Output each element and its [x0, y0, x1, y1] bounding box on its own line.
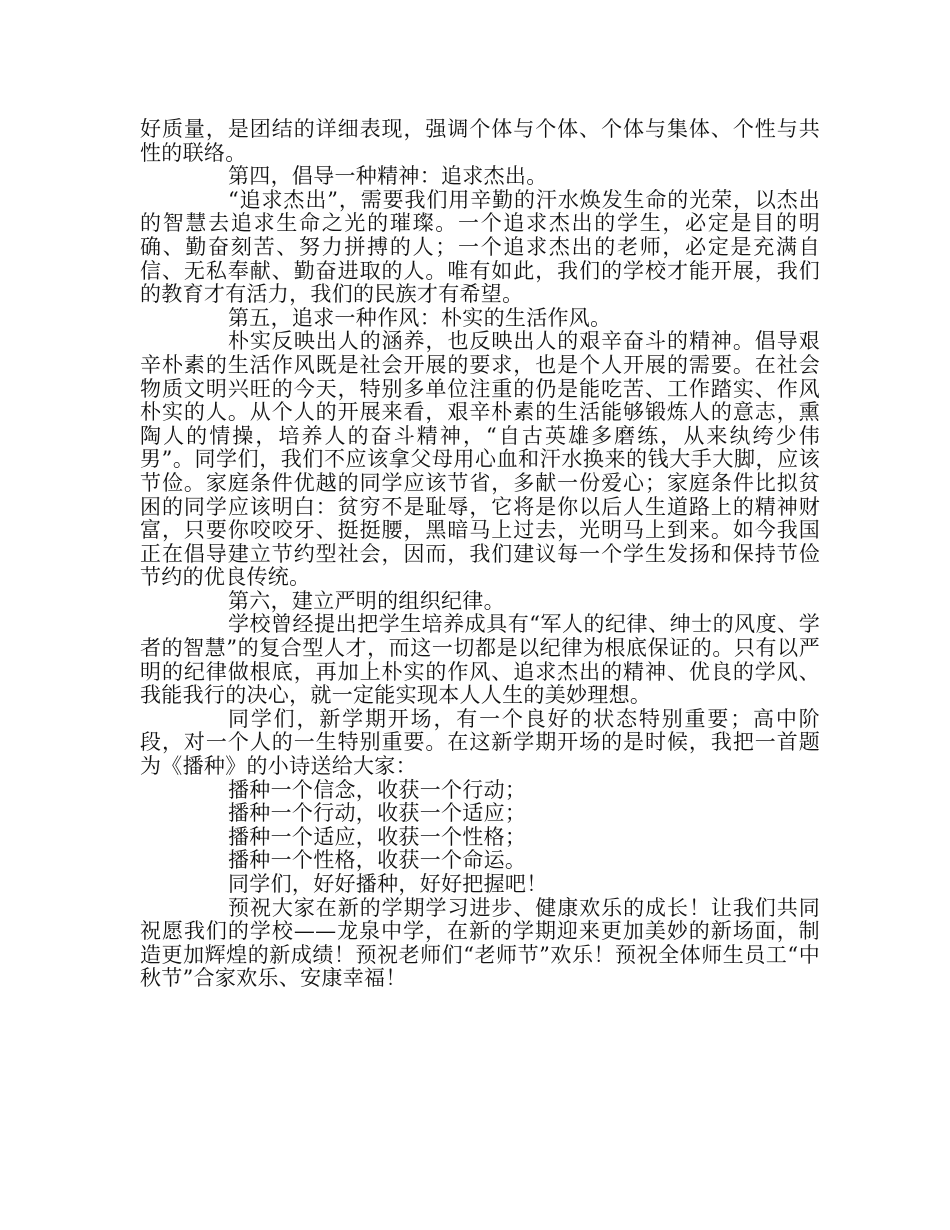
poem-sowing: [140, 779, 820, 873]
heading-sixth-discipline: 第六，建立严明的组织纪律。: [228, 588, 505, 613]
poem-line: 播种一个行动，收获一个适应；: [228, 801, 527, 826]
heading-fifth-style: 第五，追求一种作风：朴实的生活作风。: [228, 305, 612, 330]
paragraph-closing-wishes: 预祝大家在新的学期学习进步、健康欢乐的成长！让我们共同祝愿我们的学校——龙泉中学，在新的学期迎来更加美妙的新场面，制造更加辉煌的新成绩！预祝老师们“老师节”欢乐！预祝全体师生员工“中秋节”合家欢乐、安康幸福！: [140, 895, 820, 991]
paragraph-frugal-living: 朴实反映出人的涵养，也反映出人的艰辛奋斗的精神。倡导艰辛朴素的生活作风既是社会开展的要求，也是个人开展的需要。在社会物质文明兴旺的今天，特别多单位注重的仍是能吃苦、工作踏实、作风朴实的人。从个人的开展来看，艰辛朴素的生活能够锻炼人的意志，熏陶人的情操，培养人的奋斗精神，“自古英雄多磨练，从来纨绔少伟男”。同学们，我们不应该拿父母用心血和汗水换来的钱大手大脚，应该节俭。家庭条件优越的同学应该节省，多献一份爱心；家庭条件比拟贫困的同学应该明白：贫穷不是耻辱，它将是你以后人生道路上的精神财富，只要你咬咬牙、挺挺腰，黑暗马上过去，光明马上到来。如今我国正在倡导建立节约型社会，因而，我们建议每一个学生发扬和保持节俭节约的优良传统。: [140, 329, 820, 590]
poem-line: 播种一个性格，收获一个命运。: [228, 848, 527, 873]
paragraph-pursue-excellence: “追求杰出”，需要我们用辛勤的汗水焕发生命的光荣，以杰出的智慧去追求生命之光的璀璨。一个追求杰出的学生，必定是目的明确、勤奋刻苦、努力拼搏的人；一个追求杰出的老师，必定是充满自信、无私奉献、勤奋进取的人。唯有如此，我们的学校才能开展，我们的教育才有活力，我们的民族才有希望。: [140, 187, 820, 307]
poem-line: 播种一个信念，收获一个行动；: [228, 777, 527, 802]
paragraph-exhortation: 同学们，好好播种，好好把握吧！: [228, 872, 548, 896]
paragraph-unity: 好质量，是团结的详细表现，强调个体与个体、个体与集体、个性与共性的联络。: [140, 117, 820, 165]
heading-fourth-spirit: 第四，倡导一种精神：追求杰出。: [228, 164, 548, 189]
poem-line: 播种一个适应，收获一个性格；: [228, 824, 527, 849]
document-page: [140, 118, 820, 991]
paragraph-new-semester: 同学们，新学期开场，有一个良好的状态特别重要；高中阶段，对一个人的一生特别重要。在这新学期开场的是时候，我把一首题为《播种》的小诗送给大家：: [140, 706, 820, 779]
paragraph-discipline: 学校曾经提出把学生培养成具有“军人的纪律、绅士的风度、学者的智慧”的复合型人才，而这一切都是以纪律为根底保证的。只有以严明的纪律做根底，再加上朴实的作风、追求杰出的精神、优良的学风、我能我行的决心，就一定能实现本人人生的美妙理想。: [140, 612, 820, 708]
